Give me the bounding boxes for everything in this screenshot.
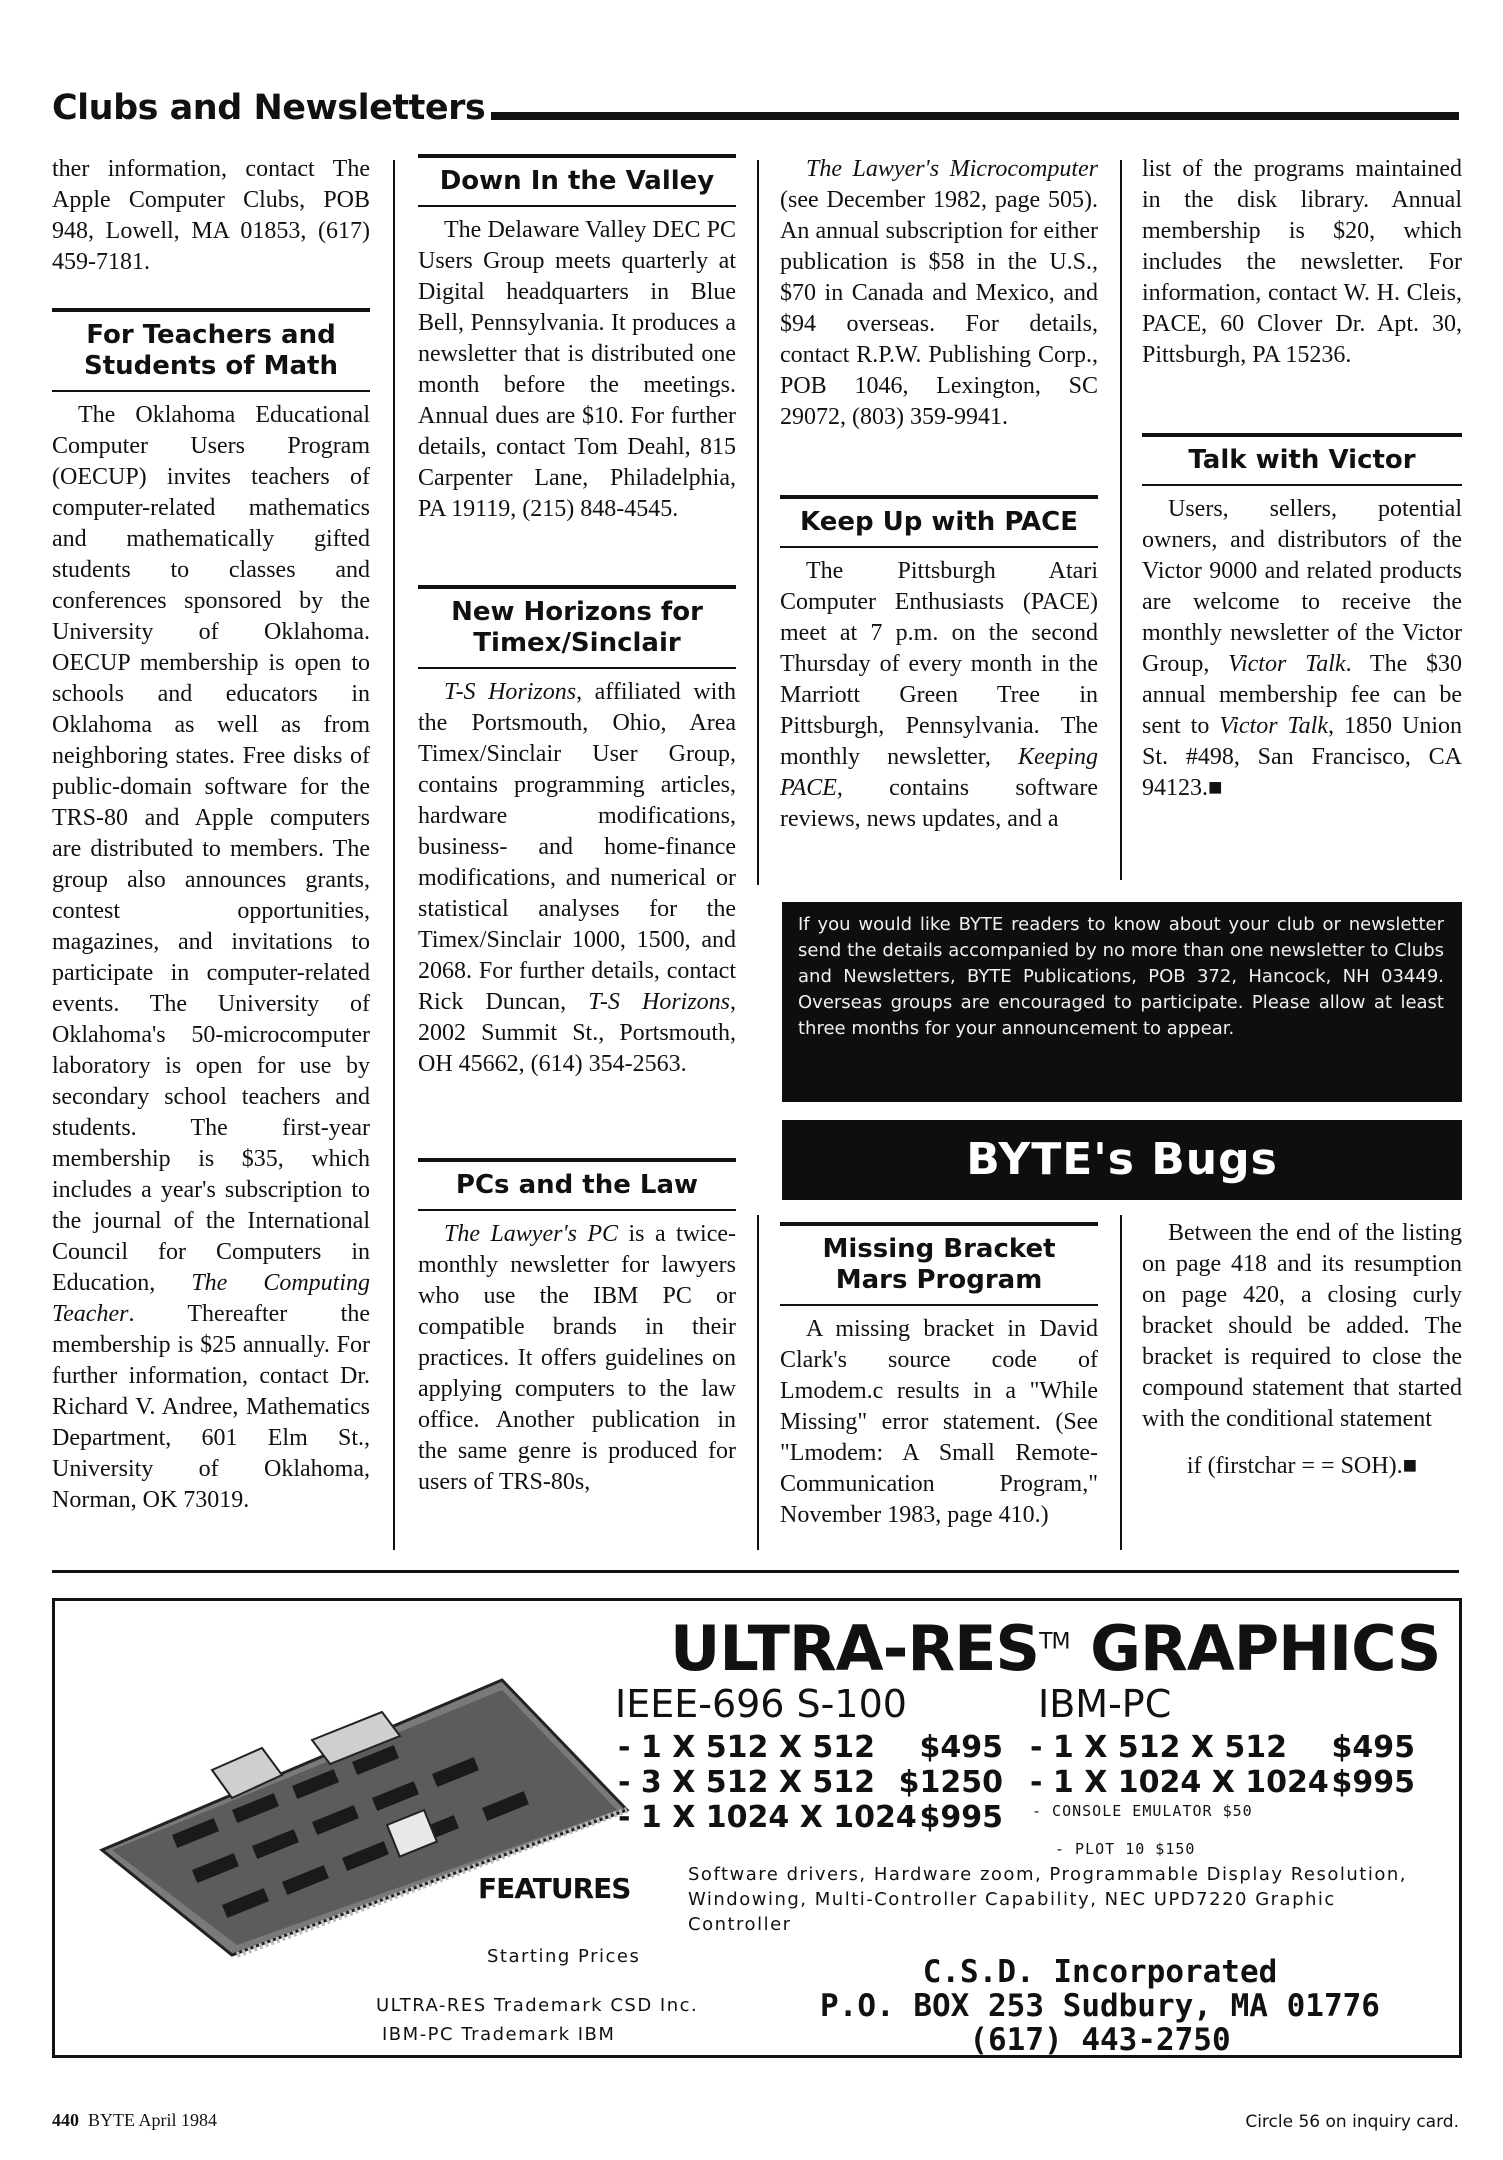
timex-article: T-S Horizons, affiliated with the Portsmouth, Ohio, Area Timex/Sinclair User Group, contains programming articles, hardware modifications, business- and home-finance modifications, and numerical or statistical analyses for the Timex/Sinclair 1000, 1500, and 2068. For further details, contact Rick Duncan, T-S Horizons, 2002 Summit St., Portsmouth, OH 45662, (614) 354-2563. xyxy=(418,679,737,1077)
column-4 xyxy=(1142,154,1462,804)
ad-title: ULTRA-RES™ GRAPHICS xyxy=(670,1612,1441,1685)
features-label: FEATURES xyxy=(478,1872,631,1905)
victor-article: Users, sellers, potential owners, and distributors of the Victor 9000 and related products are welcome to receive the monthly newsletter of the Victor Group, Victor Talk. The $30 annual membership fee can be sent to Victor Talk, 1850 Union St. #498, San Francisco, CA 94123.■ xyxy=(1142,496,1462,801)
s100-price-row: - 3 X 512 X 512 $1250 xyxy=(618,1765,1003,1800)
s100-label: IEEE-696 S-100 xyxy=(615,1682,907,1726)
company-address: P.O. BOX 253 Sudbury, MA 01776 xyxy=(820,1988,1380,2024)
teachers-article: The Oklahoma Educational Computer Users Program (OECUP) invites teachers of computer-related mathematics and mathematically gifted students to classes and conferences sponsored by the University of Oklahoma. OECUP membership is open to schools and educators in Oklahoma as well as from neighboring states. Free disks of public-domain software for the TRS-80 and Apple computers are distributed to members. The group also announces grants, contest opportunities, magazines, and invitations to participate in computer-related events. The University of Oklahoma's 50-microcomputer laboratory is open for use by secondary school teachers and students. The first-year membership is $35, which includes a year's subscription to the journal of the International Council for Computers in Education, The Computing Teacher. Thereafter the membership is $25 annually. For further information, contact Dr. Richard V. Andree, Mathematics Department, 601 Elm St., University of Oklahoma, Norman, OK 73019. xyxy=(52,402,370,1513)
ibm-label: IBM-PC xyxy=(1038,1682,1172,1726)
column-rule xyxy=(393,160,395,1550)
submission-notice: If you would like BYTE readers to know about your club or newsletter send the details accompanied by no more than one newsletter to Clubs and Newsletters, BYTE Publications, POB 372, Hancock, NH 03449. Overseas groups are encouraged to participate. Please allow at least three months for your announcement to appear. xyxy=(782,902,1462,1102)
bugs-banner: BYTE's Bugs xyxy=(782,1120,1462,1200)
trademark-note: ULTRA-RES Trademark CSD Inc. xyxy=(376,1995,699,2016)
column-3 xyxy=(780,154,1098,835)
valley-heading-block xyxy=(418,154,736,207)
company-phone: (617) 443-2750 xyxy=(969,2022,1231,2058)
column-2 xyxy=(418,154,736,1498)
circuit-board-illustration xyxy=(82,1660,642,1960)
victor-heading: Talk with Victor xyxy=(1188,445,1416,475)
s100-price-row: - 1 X 1024 X 1024 $995 xyxy=(618,1800,1003,1835)
fix-article: Between the end of the listing on page 418 and its resumption on page 420, a closing curly bracket should be added. The bracket is required to close the compound statement that started with the conditional statement xyxy=(1142,1220,1462,1432)
missing-article: A missing bracket in David Clark's source code of Lmodem.c results in a "While Missing" error statement. (See "Lmodem: A Small Remote-Communication Program," November 1983, page 410.) xyxy=(780,1316,1098,1528)
pace-continuation: list of the programs maintained in the disk library. Annual membership is $20, which includes the newsletter. For information, contact W. H. Cleis, PACE, 60 Clover Dr. Apt. 30, Pittsburgh, PA 15236. xyxy=(1142,156,1462,368)
bugs-column-1 xyxy=(780,1222,1098,1531)
pace-heading: Keep Up with PACE xyxy=(800,507,1078,537)
company-contact xyxy=(780,1955,1420,2057)
teachers-heading-block xyxy=(52,308,370,392)
ibm-price-row: - 1 X 1024 X 1024 $995 xyxy=(1030,1765,1415,1800)
features-list: Software drivers, Hardware zoom, Programmable Display Resolution, Windowing, Multi-Controller Capability, NEC UPD7220 Graphic Controller xyxy=(688,1864,1408,1935)
console-option: - CONSOLE EMULATOR $50 xyxy=(1032,1802,1253,1820)
column-rule xyxy=(757,1215,759,1550)
s100-price-row: - 1 X 512 X 512 $495 xyxy=(618,1730,1003,1765)
plot-option: - PLOT 10 $150 xyxy=(1055,1840,1196,1858)
timex-heading-block xyxy=(418,585,736,669)
valley-article: The Delaware Valley DEC PC Users Group meets quarterly at Digital headquarters in Blue Bell, Pennsylvania. It produces a newsletter that is distributed one month before the meetings. Annual dues are $10. For further details, contact Tom Deahl, 815 Carpenter Lane, Philadelphia, PA 19119, (215) 848-4545. xyxy=(418,217,736,522)
lawyer-continuation: The Lawyer's Microcomputer (see December 1982, page 505). An annual subscription for either publication is $58 in the U.S., $70 in Canada and Mexico, and $94 overseas. For details, contact R.P.W. Publishing Corp., POB 1046, Lexington, SC 29072, (803) 359-9941. xyxy=(780,156,1098,430)
intro-paragraph: ther information, contact The Apple Computer Clubs, POB 948, Lowell, MA 01853, (617) 459-7181. xyxy=(52,156,370,275)
column-rule xyxy=(757,160,759,885)
pace-heading-block xyxy=(780,495,1098,548)
pace-article: The Pittsburgh Atari Computer Enthusiasts (PACE) meet at 7 p.m. on the second Thursday of every month in the Marriott Green Tree in Pittsburgh, Pennsylvania. The monthly newsletter, Keeping PACE, contains software reviews, news updates, and a xyxy=(780,558,1098,832)
teachers-heading: For Teachers and Students of Math xyxy=(84,320,338,381)
company-name: C.S.D. Incorporated xyxy=(922,1954,1278,1990)
timex-heading: New Horizons for Timex/Sinclair xyxy=(451,597,703,658)
footer-left xyxy=(52,2110,217,2131)
end-mark: ■ xyxy=(1208,775,1223,801)
fix-code: if (firstchar = = SOH).■ xyxy=(1186,1453,1418,1479)
missing-heading-block xyxy=(780,1222,1098,1306)
ibm-price-row: - 1 X 512 X 512 $495 xyxy=(1030,1730,1415,1765)
column-rule xyxy=(1120,1215,1122,1550)
inquiry-note: Circle 56 on inquiry card. xyxy=(1245,2112,1459,2132)
magazine-issue: BYTE April 1984 xyxy=(88,2110,217,2130)
law-heading-block xyxy=(418,1158,736,1211)
column-rule xyxy=(1120,160,1122,880)
victor-heading-block xyxy=(1142,433,1462,486)
law-article: The Lawyer's PC is a twice-monthly newsletter for lawyers who use the IBM PC or compatible brands in their practices. It offers guidelines on applying computers to the law office. Another publication in the same genre is produced for users of TRS-80s, xyxy=(418,1221,737,1495)
trademark-note: IBM-PC Trademark IBM xyxy=(382,2024,616,2045)
starting-prices: Starting Prices xyxy=(487,1946,641,1967)
bugs-column-2 xyxy=(1142,1218,1462,1482)
law-heading: PCs and the Law xyxy=(455,1170,699,1200)
section-title: Clubs and Newsletters xyxy=(52,88,491,128)
valley-heading: Down In the Valley xyxy=(439,166,715,196)
page-number: 440 xyxy=(52,2110,79,2130)
column-1 xyxy=(52,154,370,1516)
missing-heading: Missing Bracket Mars Program xyxy=(822,1234,1056,1295)
ad-divider xyxy=(52,1570,1459,1573)
